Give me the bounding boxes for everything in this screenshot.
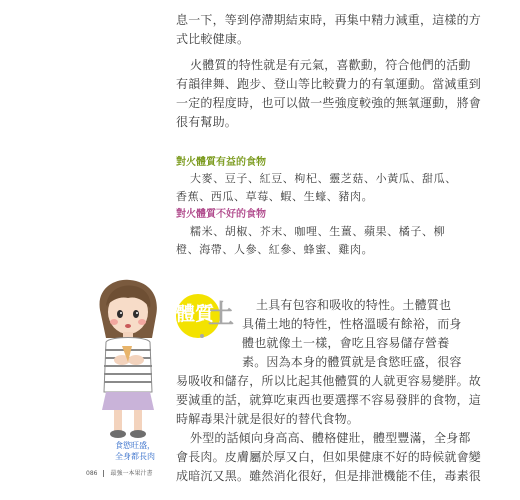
badge-text-body-type: 體質	[176, 303, 215, 325]
bad-foods-heading: 對火體質不好的食物	[176, 209, 266, 220]
earth-paragraph-line: 要減重的話，就算吃東西也要選擇不容易發胖的食物，這	[176, 393, 482, 407]
earth-paragraph-line: 時解毒果汁就是很好的替代食物。	[176, 412, 360, 426]
earth-intro-line: 土具有包容和吸收的特性。土體質也	[256, 298, 452, 312]
paragraph-line: 有韻律舞、跑步、登山等比較費力的有氧運動。當減重到	[176, 77, 482, 91]
earth-intro-line: 具備土地的特性，性格溫暖有餘裕，而身	[242, 317, 462, 331]
bad-foods-line: 橙、海帶、人參、紅參、蜂蜜、雞肉。	[176, 243, 374, 256]
earth-intro-line: 體也就像土一樣，會吃且容易儲存營養	[242, 336, 450, 350]
badge-text-earth: 土	[208, 300, 235, 330]
good-foods-line: 香蕉、西瓜、草莓、蝦、生蠔、豬肉。	[176, 190, 374, 203]
book-title: 最強一本果汁書	[110, 470, 153, 477]
good-foods-line: 大麥、豆子、紅豆、枸杞、靈芝菇、小黃瓜、甜瓜、	[190, 172, 457, 185]
good-foods-heading: 對火體質有益的食物	[176, 157, 266, 168]
footer-separator	[103, 470, 104, 477]
earth-type-badge	[172, 292, 238, 344]
earth-paragraph2-line: 外型的話傾向身高高、體格健壯，體型豐滿，全身都	[190, 431, 471, 445]
caption-line: 全身都長肉	[115, 452, 155, 461]
paragraph-line: 一定的程度時，也可以做一些強度較強的無氧運動，將會	[176, 96, 482, 110]
girl-illustration	[92, 276, 164, 444]
paragraph-line: 息一下，等到停滯期結束時，再集中精力減重，這樣的方	[176, 13, 482, 27]
paragraph-line: 式比較健康。	[176, 32, 250, 46]
earth-paragraph-line: 易吸收和儲存，所以比起其他體質的人就更容易變胖。故	[176, 374, 482, 388]
page-footer	[86, 470, 152, 478]
badge-dot	[200, 334, 204, 338]
paragraph-line: 很有幫助。	[176, 115, 238, 129]
page-number: 086	[86, 470, 98, 477]
earth-intro-line: 素。因為本身的體質就是食慾旺盛，很容	[242, 355, 462, 369]
earth-paragraph2-line: 成暗沉又黑。雖然消化很好，但是排泄機能不佳，毒素很	[176, 469, 482, 483]
paragraph-line: 火體質的特性就是有元氣，喜歡動，符合他們的活動	[190, 58, 471, 72]
illustration-caption	[90, 440, 180, 462]
earth-paragraph2-line: 會長肉。皮膚屬於厚又白，但如果健康不好的時候就會變	[176, 450, 482, 464]
caption-line: 食慾旺盛，	[115, 441, 155, 450]
bad-foods-line: 糯米、胡椒、芥末、咖哩、生薑、蘋果、橘子、柳	[190, 225, 446, 238]
